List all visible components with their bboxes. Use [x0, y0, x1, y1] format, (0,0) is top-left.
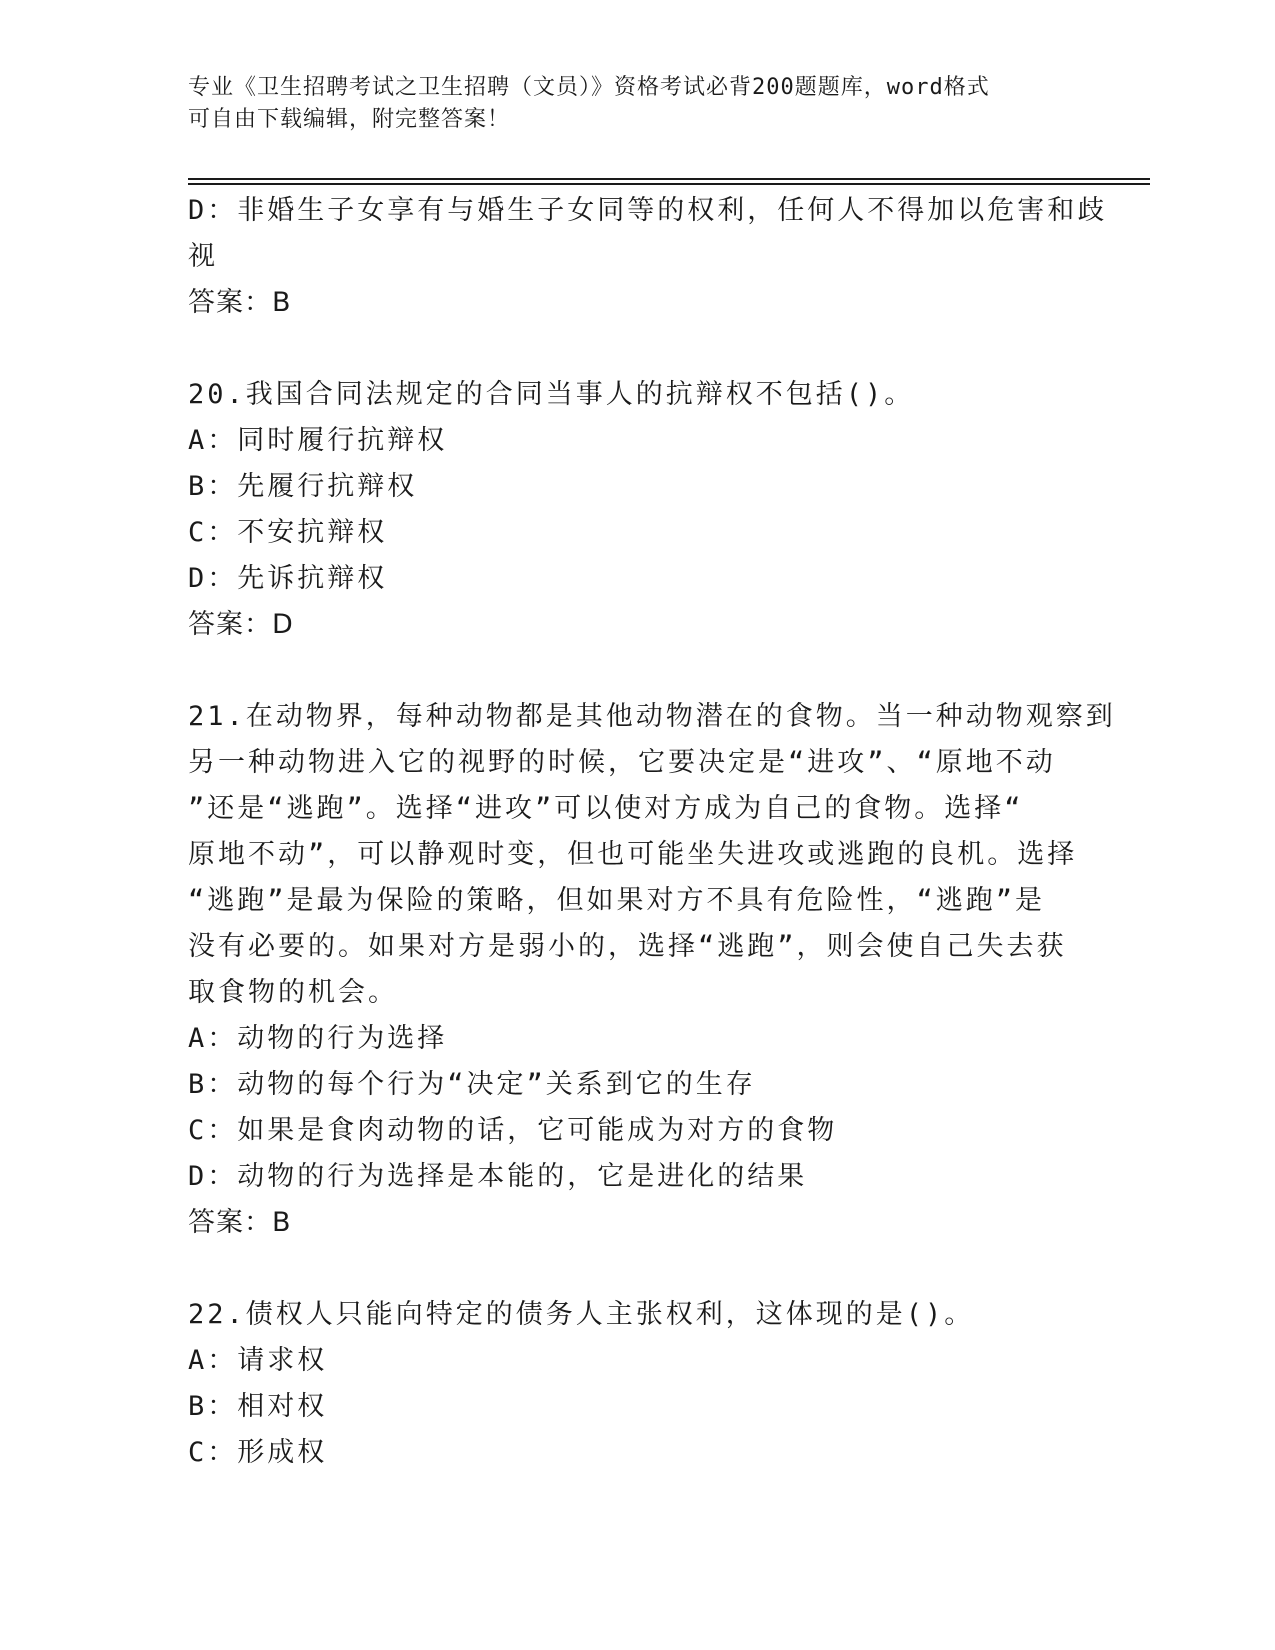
- q21-stem-line-5: “逃跑”是最为保险的策略，但如果对方不具有危险性，“逃跑”是: [188, 885, 1046, 916]
- q21-option-c: C：如果是食肉动物的话，它可能成为对方的食物: [188, 1115, 838, 1146]
- document-header: [188, 72, 1068, 136]
- q20-option-a: A：同时履行抗辩权: [188, 425, 448, 456]
- q21-option-a: A：动物的行为选择: [188, 1023, 448, 1054]
- q20-option-b: B：先履行抗辩权: [188, 471, 418, 502]
- q20-option-c: C：不安抗辩权: [188, 517, 388, 548]
- q21-option-b: B：动物的每个行为“决定”关系到它的生存: [188, 1069, 756, 1100]
- q21-stem-line-2: 另一种动物进入它的视野的时候，它要决定是“进攻”、“原地不动: [188, 747, 1056, 778]
- q21-answer: 答案：B: [188, 1207, 292, 1238]
- q21-stem-line-3: ”还是“逃跑”。选择“进攻”可以使对方成为自己的食物。选择“: [188, 793, 1024, 824]
- header-line-1: 专业《卫生招聘考试之卫生招聘（文员）》资格考试必背200题题库，word格式: [188, 75, 990, 100]
- q21-stem-line-4: 原地不动”，可以静观时变，但也可能坐失进攻或逃跑的良机。选择: [188, 839, 1078, 870]
- spacer: [188, 1246, 1088, 1292]
- prev-option-d-line-2: 视: [188, 241, 218, 272]
- q21-stem-line-6: 没有必要的。如果对方是弱小的，选择“逃跑”，则会使自己失去获: [188, 931, 1067, 962]
- q22-option-b: B：相对权: [188, 1391, 328, 1422]
- header-rule-bottom: [188, 183, 1150, 185]
- q20-option-d: D：先诉抗辩权: [188, 563, 388, 594]
- spacer: [188, 326, 1088, 372]
- question-list: [188, 188, 1116, 1476]
- q22-option-a: A：请求权: [188, 1345, 328, 1376]
- q21-stem-line-7: 取食物的机会。: [188, 977, 398, 1008]
- q20-stem: 20.我国合同法规定的合同当事人的抗辩权不包括()。: [188, 379, 915, 410]
- q22-stem: 22.债权人只能向特定的债务人主张权利，这体现的是()。: [188, 1299, 975, 1330]
- header-line-2: 可自由下载编辑，附完整答案！: [188, 107, 511, 132]
- spacer: [188, 648, 1088, 694]
- q20-answer: 答案：D: [188, 609, 294, 640]
- prev-option-d-line-1: D：非婚生子女享有与婚生子女同等的权利，任何人不得加以危害和歧: [188, 195, 1108, 226]
- header-rule-top: [188, 178, 1150, 180]
- prev-answer: 答案：B: [188, 287, 292, 318]
- q22-option-c: C：形成权: [188, 1437, 328, 1468]
- q21-stem-line-1: 21.在动物界，每种动物都是其他动物潜在的食物。当一种动物观察到: [188, 701, 1116, 732]
- q21-option-d: D：动物的行为选择是本能的，它是进化的结果: [188, 1161, 808, 1192]
